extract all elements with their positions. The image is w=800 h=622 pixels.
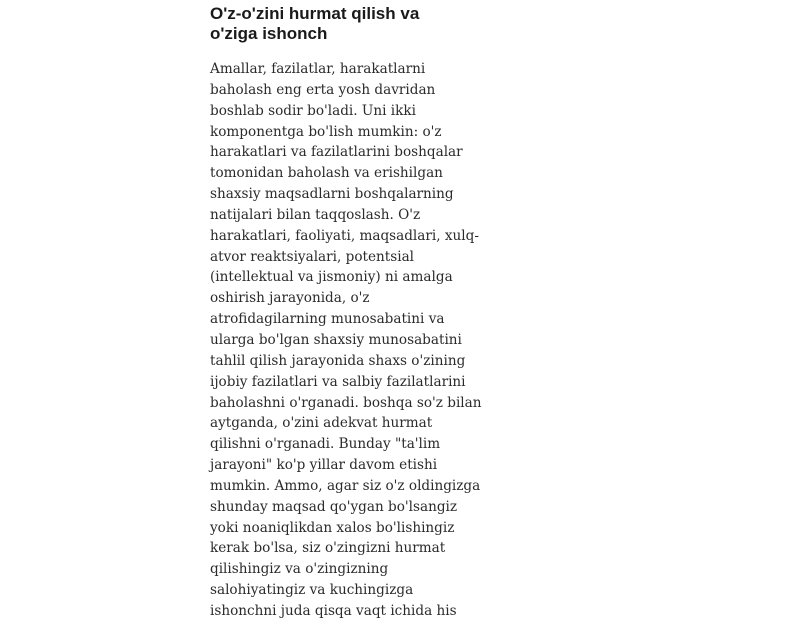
article-title-line: o'ziga ishonch [210,24,328,43]
body-line: kerak bo'lsa, siz o'zingizni hurmat [210,540,446,557]
body-line: qilishni o'rganadi. Bunday "ta'lim [210,436,441,453]
body-line: oshirish jarayonida, o'z [210,290,370,307]
body-line: mumkin. Ammo, agar siz o'z oldingizga [210,477,481,494]
body-line: tahlil qilish jarayonida shaxs o'zining [210,352,466,369]
body-line: salohiyatingiz va kuchingizga [210,582,414,599]
body-line: harakatlari va fazilatlarini boshqalar [210,144,463,161]
body-line: shaxsiy maqsadlarni boshqalarning [210,186,454,203]
body-line: Amallar, fazilatlar, harakatlarni [210,61,426,77]
article [210,4,540,622]
body-line: qilishingiz va o'zingizning [210,561,389,578]
body-line: baholashni o'rganadi. boshqa so'z bilan [210,394,482,411]
body-line: tomonidan baholash va erishilgan [210,165,443,182]
article-title-line: O'z-o'zini hurmat qilish va [210,4,420,23]
body-line: ishonchni juda qisqa vaqt ichida his [210,602,457,619]
body-line: harakatlari, faoliyati, maqsadlari, xulq- [210,227,479,244]
body-line: yoki noaniqlikdan xalos bo'lishingiz [210,519,455,536]
article-title [210,4,540,44]
body-line: komponentga bo'lish mumkin: o'z [210,123,442,140]
body-line: atvor reaktsiyalari, potentsial [210,248,415,265]
body-line: aytganda, o'zini adekvat hurmat [210,415,433,432]
body-line: baholash eng erta yosh davridan [210,81,436,98]
body-line: shunday maqsad qo'ygan bo'lsangiz [210,498,458,515]
body-line: boshlab sodir bo'ladi. Uni ikki [210,102,416,119]
body-line: jarayoni" ko'p yillar davom etishi [210,457,438,474]
body-line: (intellektual va jismoniy) ni amalga [210,269,453,286]
article-body [210,59,540,622]
body-line: natijalari bilan taqqoslash. O'z [210,206,421,223]
body-line: ijobiy fazilatlari va salbiy fazilatlarini [210,373,466,390]
body-line: atrofidagilarning munosabatini va [210,311,445,328]
body-line: ularga bo'lgan shaxsiy munosabatini [210,331,462,348]
